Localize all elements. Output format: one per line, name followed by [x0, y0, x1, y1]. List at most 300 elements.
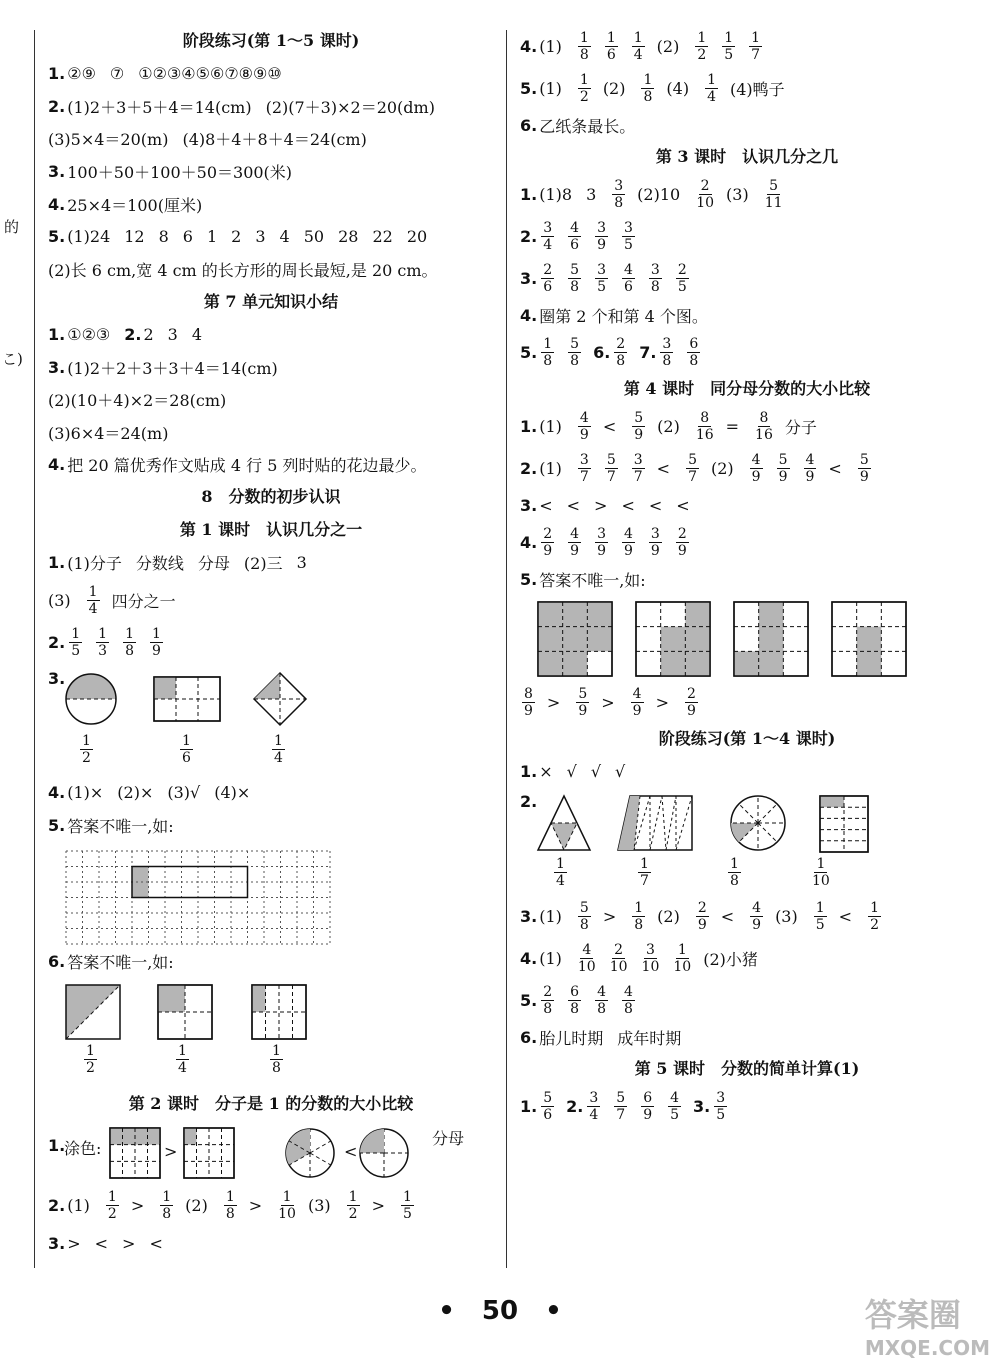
answer-text: (3)6×4＝24(m): [48, 423, 169, 443]
fraction-numerator: 3: [646, 941, 655, 958]
answer-line: [48, 947, 188, 977]
item-number: 3.: [693, 1096, 711, 1116]
fraction-denominator: 8: [570, 1000, 580, 1017]
fraction: [649, 526, 662, 559]
fraction-denominator: 9: [151, 643, 161, 660]
fraction: [578, 30, 591, 63]
fraction-numerator: 4: [570, 525, 580, 542]
fraction-numerator: 4: [751, 451, 761, 468]
fraction-numerator: 5: [543, 1089, 553, 1106]
fraction: [595, 262, 608, 295]
item-number: 1.: [520, 761, 538, 781]
answer-text: >: [67, 1233, 81, 1253]
fraction-denominator: 10: [812, 873, 830, 889]
answer-line: [48, 385, 240, 415]
figure-L5: [40, 847, 500, 947]
item-number: 3.: [48, 1233, 66, 1253]
fraction-numerator: 1: [272, 1043, 281, 1060]
page-dot-left: •: [438, 1296, 455, 1326]
fraction-numerator: 1: [677, 941, 687, 958]
fraction: [705, 72, 718, 105]
fraction: [632, 452, 645, 485]
fraction: [578, 410, 591, 443]
section-heading: 阶段练习(第 1～5 课时): [182, 31, 360, 50]
fraction: [568, 262, 581, 295]
answer-text: (1)8: [539, 184, 573, 204]
fraction: [610, 942, 628, 975]
answer-text: <: [149, 1233, 163, 1253]
item-number: 7.: [639, 342, 657, 362]
fraction-numerator: 2: [614, 941, 624, 958]
fraction-denominator: 4: [178, 1060, 187, 1077]
fraction-numerator: 3: [597, 219, 606, 236]
fraction: [595, 220, 608, 253]
fraction: [632, 410, 645, 443]
shaded-cell: [563, 627, 588, 652]
answer-line: [48, 156, 306, 186]
fraction-numerator: 2: [677, 261, 687, 278]
answer-text: (1)24: [67, 227, 111, 247]
answer-line: [520, 448, 883, 488]
fraction-numerator: 1: [282, 1189, 292, 1206]
answer-text: (2)10: [637, 184, 681, 204]
item-number: 2.: [566, 1096, 584, 1116]
answer-text: <: [566, 495, 581, 515]
answer-text: ①②③④⑤⑥⑦⑧⑨⑩: [138, 64, 282, 84]
answer-text: (1): [539, 78, 562, 98]
fraction-numerator: 3: [597, 525, 606, 542]
answer-text: <: [838, 906, 853, 926]
answer-line: [48, 124, 381, 154]
figure-row: [536, 794, 896, 856]
answer-text: 答案不唯一,如:: [67, 816, 174, 836]
fraction: [270, 1043, 283, 1076]
answer-text: 28: [338, 227, 359, 247]
shaded-cell: [587, 627, 612, 652]
answer-line: [48, 580, 190, 620]
fraction-denominator: 7: [688, 468, 697, 485]
answer-text: ②⑨: [67, 64, 96, 84]
fraction: [642, 942, 660, 975]
fraction-numerator: 5: [579, 899, 589, 916]
fraction-denominator: 9: [643, 1106, 653, 1123]
fraction-denominator: 6: [543, 1106, 553, 1123]
fraction-numerator: 1: [730, 856, 739, 872]
fraction-denominator: 8: [543, 352, 553, 369]
answer-text: <: [828, 458, 842, 478]
fraction: [96, 626, 109, 659]
fraction: [728, 856, 741, 889]
answer-text: (2): [657, 416, 680, 436]
shaded-cell: [759, 602, 784, 627]
fraction-denominator: 9: [686, 702, 696, 719]
answer-text: 答案不唯一,如:: [67, 953, 174, 973]
answer-line: [520, 564, 660, 594]
shaded-cell: [857, 651, 882, 676]
fraction: [632, 30, 645, 63]
answer-text: (4): [666, 78, 690, 98]
fraction-denominator: 16: [755, 426, 773, 443]
fraction-numerator: 2: [677, 525, 687, 542]
fraction-denominator: 8: [579, 916, 589, 933]
shaded-cell: [587, 602, 612, 627]
answer-text: 答案不唯一,如:: [539, 570, 646, 590]
fraction: [605, 452, 618, 485]
shaded-cell: [661, 627, 686, 652]
fraction: [578, 942, 596, 975]
sector-line: [310, 1141, 331, 1153]
figure-row: [108, 1126, 448, 1182]
fraction-numerator: 1: [348, 1189, 358, 1206]
answer-text: ①②③: [67, 324, 111, 344]
figure-row: [60, 669, 380, 729]
fraction-denominator: 8: [272, 1060, 281, 1077]
answer-text: <: [539, 495, 553, 515]
fraction-denominator: 7: [751, 46, 761, 63]
fraction: [686, 452, 699, 485]
fraction: [696, 410, 714, 443]
fraction-denominator: 9: [578, 702, 588, 719]
fraction: [714, 1090, 727, 1123]
column-divider: [506, 30, 507, 1268]
answer-text: (2): [602, 78, 626, 98]
fraction-denominator: 8: [689, 352, 699, 369]
fraction-denominator: 8: [614, 194, 624, 211]
answer-line: [520, 332, 712, 372]
answer-text: 3: [167, 324, 178, 344]
shaded-cell: [252, 985, 266, 1012]
fraction: [649, 262, 662, 295]
answer-line: [48, 222, 441, 252]
fraction-numerator: 4: [623, 261, 633, 278]
shaded-cell: [538, 602, 563, 627]
answer-text: √: [566, 761, 577, 781]
fraction-numerator: 3: [597, 261, 606, 278]
answer-line: [520, 896, 893, 936]
fraction-denominator: 9: [623, 542, 633, 559]
fraction: [685, 686, 698, 719]
fraction-denominator: 8: [570, 352, 580, 369]
fraction-denominator: 8: [623, 1000, 633, 1017]
fraction-numerator: 2: [686, 685, 696, 702]
fraction-denominator: 10: [673, 958, 692, 975]
fraction-numerator: 1: [86, 1043, 95, 1060]
figure-row: [64, 983, 364, 1043]
fraction: [568, 220, 581, 253]
answer-text: (1): [539, 948, 562, 968]
fraction-numerator: 1: [543, 335, 553, 352]
fraction-numerator: 3: [662, 335, 672, 352]
fraction-denominator: 4: [274, 750, 283, 767]
fraction-numerator: 3: [650, 525, 660, 542]
figure-L3: [40, 669, 500, 769]
answer-text: <: [656, 458, 671, 478]
answer-text: 四分之一: [111, 591, 176, 611]
answer-text: (2): [657, 906, 680, 926]
fraction: [568, 336, 581, 369]
figure-L6: [40, 983, 500, 1083]
fraction-denominator: 6: [606, 46, 616, 63]
answer-text: >: [594, 495, 608, 515]
fraction-denominator: 11: [764, 194, 783, 211]
answer-text: 把 20 篇优秀作文贴成 4 行 5 列时贴的花边最少。: [67, 456, 427, 476]
fraction: [632, 900, 645, 933]
fraction: [814, 900, 827, 933]
fraction-denominator: 8: [125, 643, 134, 660]
answer-line: [48, 189, 216, 219]
fraction: [641, 72, 654, 105]
fraction: [668, 1090, 681, 1123]
fraction: [696, 900, 709, 933]
item-number: 1.: [520, 1096, 538, 1116]
answer-line: [48, 254, 452, 284]
answer-text: (3)5×4＝20(m): [48, 130, 169, 150]
answer-line: [48, 417, 182, 447]
shaded-cell: [820, 796, 844, 807]
fraction-denominator: 5: [670, 1106, 680, 1123]
answer-line: [520, 1022, 695, 1052]
item-number: 4.: [520, 948, 538, 968]
shaded-cell: [759, 651, 784, 676]
answer-text: √: [590, 761, 602, 781]
fraction-denominator: 8: [616, 352, 626, 369]
item-number: 5.: [48, 815, 66, 835]
answer-line: [520, 682, 710, 722]
fraction: [595, 984, 608, 1017]
fraction-numerator: 1: [870, 899, 879, 916]
fraction-numerator: 3: [589, 1089, 599, 1106]
answer-text: (1)×: [67, 782, 104, 802]
fraction-denominator: 9: [650, 542, 660, 559]
fraction-denominator: 9: [805, 468, 815, 485]
figure-R45: [512, 600, 982, 680]
fraction: [568, 984, 581, 1017]
answer-text: (3): [307, 1196, 331, 1216]
fraction-denominator: 9: [697, 916, 707, 933]
fraction: [541, 336, 554, 369]
answer-text: 100＋50＋100＋50＝300(米): [67, 162, 293, 182]
shaded-sector: [731, 823, 758, 842]
shaded-cell: [661, 651, 686, 676]
item-number: 4.: [48, 455, 66, 475]
item-number: 3.: [520, 906, 538, 926]
fraction-numerator: 6: [570, 983, 580, 1000]
fraction: [750, 900, 763, 933]
fraction: [765, 178, 783, 211]
answer-text: 圈第 2 个和第 4 个图。: [539, 306, 708, 326]
fraction-denominator: 9: [543, 542, 553, 559]
answer-text: (2)×: [117, 782, 154, 802]
answer-line: [48, 319, 216, 349]
fraction-denominator: 2: [697, 46, 707, 63]
fraction: [522, 686, 535, 719]
answer-text: (1): [539, 416, 562, 436]
answer-text: (4)8＋4＋8＋4＝24(cm): [182, 130, 367, 150]
fraction: [69, 626, 82, 659]
fraction-numerator: 1: [816, 856, 826, 872]
fraction-numerator: 1: [151, 626, 161, 643]
fraction: [687, 336, 700, 369]
fraction: [176, 1043, 189, 1076]
fraction-numerator: 5: [859, 451, 869, 468]
shaded-cell: [538, 627, 563, 652]
fraction-denominator: 10: [278, 1206, 296, 1223]
answer-text: >: [130, 1196, 145, 1216]
fraction-numerator: 1: [402, 1189, 412, 1206]
fraction-numerator: 3: [623, 219, 633, 236]
figure-label: 1.: [48, 1135, 66, 1155]
fraction-numerator: 1: [579, 29, 589, 46]
shaded-cell: [685, 627, 710, 652]
shaded-cell: [184, 1128, 197, 1145]
fraction-denominator: 2: [86, 1060, 95, 1077]
fraction-numerator: 3: [633, 451, 643, 468]
answer-text: (1)2＋2＋3＋3＋4＝14(cm): [67, 358, 278, 378]
answer-text: (2): [185, 1196, 208, 1216]
fraction: [578, 900, 591, 933]
answer-text: =: [725, 416, 740, 436]
answer-text: 3: [255, 227, 266, 247]
answer-text: 2: [231, 227, 242, 247]
fraction: [578, 452, 591, 485]
answer-text: 乙纸条最长。: [539, 116, 636, 136]
answer-text: 4: [279, 227, 290, 247]
answer-text: √: [615, 761, 626, 781]
fraction-numerator: 8: [700, 409, 710, 426]
fraction-denominator: 9: [634, 426, 644, 443]
fraction-denominator: 9: [778, 468, 788, 485]
edge-mark-1: 的: [4, 218, 20, 236]
answer-text: (2)小猪: [703, 949, 758, 969]
fraction-numerator: 2: [616, 335, 626, 352]
fraction-denominator: 8: [650, 278, 660, 295]
answer-text: <: [720, 906, 735, 926]
fraction: [180, 733, 193, 766]
answer-text: >: [601, 692, 615, 712]
answer-text: 1: [206, 227, 218, 247]
trapezoid-division: [650, 796, 662, 850]
fraction-denominator: 8: [225, 1206, 235, 1223]
item-number: 5.: [520, 342, 538, 362]
fraction-denominator: 9: [752, 916, 762, 933]
fraction-denominator: 6: [623, 278, 633, 295]
fraction-denominator: 8: [543, 1000, 553, 1017]
figure-R2: [512, 792, 982, 892]
answer-line: [48, 623, 175, 663]
fraction-denominator: 5: [724, 46, 734, 63]
figure-text: 涂色:: [64, 1138, 102, 1158]
fraction-denominator: 9: [632, 702, 642, 719]
fraction-numerator: 5: [778, 451, 788, 468]
item-number: 5.: [520, 569, 538, 589]
answer-line: [520, 26, 774, 66]
fraction: [123, 626, 136, 659]
section-heading: 第 7 单元知识小结: [203, 291, 339, 311]
item-number: 5.: [520, 78, 538, 98]
shaded-inner-triangle: [551, 823, 577, 850]
fraction-denominator: 10: [696, 194, 715, 211]
figure-row: [536, 600, 936, 680]
fraction-denominator: 8: [597, 1000, 606, 1017]
fraction-numerator: 4: [623, 525, 633, 542]
fraction-denominator: 9: [751, 468, 761, 485]
answer-line: [48, 352, 292, 382]
fraction-denominator: 6: [182, 750, 191, 767]
fraction-denominator: 5: [71, 643, 81, 660]
fraction: [160, 1189, 173, 1222]
fraction-numerator: 2: [700, 177, 710, 194]
fraction-denominator: 8: [643, 88, 653, 105]
figure-tail-text: 分母: [432, 1128, 465, 1148]
shaded-cell: [123, 1128, 136, 1145]
fraction-denominator: 8: [570, 278, 580, 295]
section-heading: 第 3 课时 认识几分之几: [655, 147, 839, 166]
item-number: 4.: [48, 782, 66, 802]
fraction-numerator: 1: [274, 733, 283, 750]
section-heading: 8 分数的初步认识: [201, 487, 341, 507]
fraction: [622, 220, 635, 253]
fraction: [578, 72, 591, 105]
fraction-numerator: 4: [579, 409, 589, 426]
sector-line: [739, 804, 758, 823]
answer-text: 4: [191, 324, 203, 344]
fraction-denominator: 9: [570, 542, 580, 559]
answer-text: 分子: [784, 417, 817, 437]
shaded-cell: [110, 1128, 123, 1145]
fraction-denominator: 6: [543, 278, 553, 295]
fraction-numerator: 1: [225, 1189, 235, 1206]
answer-text: 25×4＝100(厘米): [67, 195, 203, 215]
fraction-numerator: 5: [578, 685, 588, 702]
item-number: 2.: [520, 458, 538, 478]
fraction: [676, 526, 689, 559]
shaded-cell: [857, 627, 882, 652]
fraction: [541, 262, 554, 295]
section-heading: 第 1 课时 认识几分之一: [179, 520, 363, 539]
answer-line: [520, 522, 701, 562]
fraction-denominator: 5: [677, 278, 687, 295]
item-number: 3.: [48, 161, 66, 181]
answer-line: [520, 490, 704, 520]
fraction-numerator: 1: [815, 899, 825, 916]
answer-text: (2): [710, 458, 734, 478]
fraction: [622, 262, 635, 295]
fraction-numerator: 3: [650, 261, 660, 278]
left-margin-rule: [34, 30, 35, 1268]
fraction-numerator: 2: [543, 525, 553, 542]
fraction-denominator: 4: [556, 873, 565, 889]
shaded-half-circle: [66, 674, 116, 699]
fraction: [722, 30, 735, 63]
item-number: 1.: [520, 416, 538, 436]
fraction: [750, 452, 763, 485]
answer-text: 12: [124, 227, 145, 247]
answer-text: <: [676, 495, 690, 515]
item-number: 5.: [520, 990, 538, 1010]
answer-text: >: [371, 1196, 385, 1216]
answer-text: (2): [656, 36, 680, 56]
fraction: [612, 178, 625, 211]
fraction-denominator: 10: [577, 958, 596, 975]
shaded-cell: [685, 602, 710, 627]
fraction: [622, 984, 635, 1017]
fraction-denominator: 8: [730, 873, 739, 889]
answer-text: 22: [372, 227, 393, 247]
fraction-numerator: 1: [556, 856, 565, 872]
fraction: [541, 526, 554, 559]
answer-line: [520, 110, 649, 140]
fraction-numerator: 3: [716, 1089, 726, 1106]
